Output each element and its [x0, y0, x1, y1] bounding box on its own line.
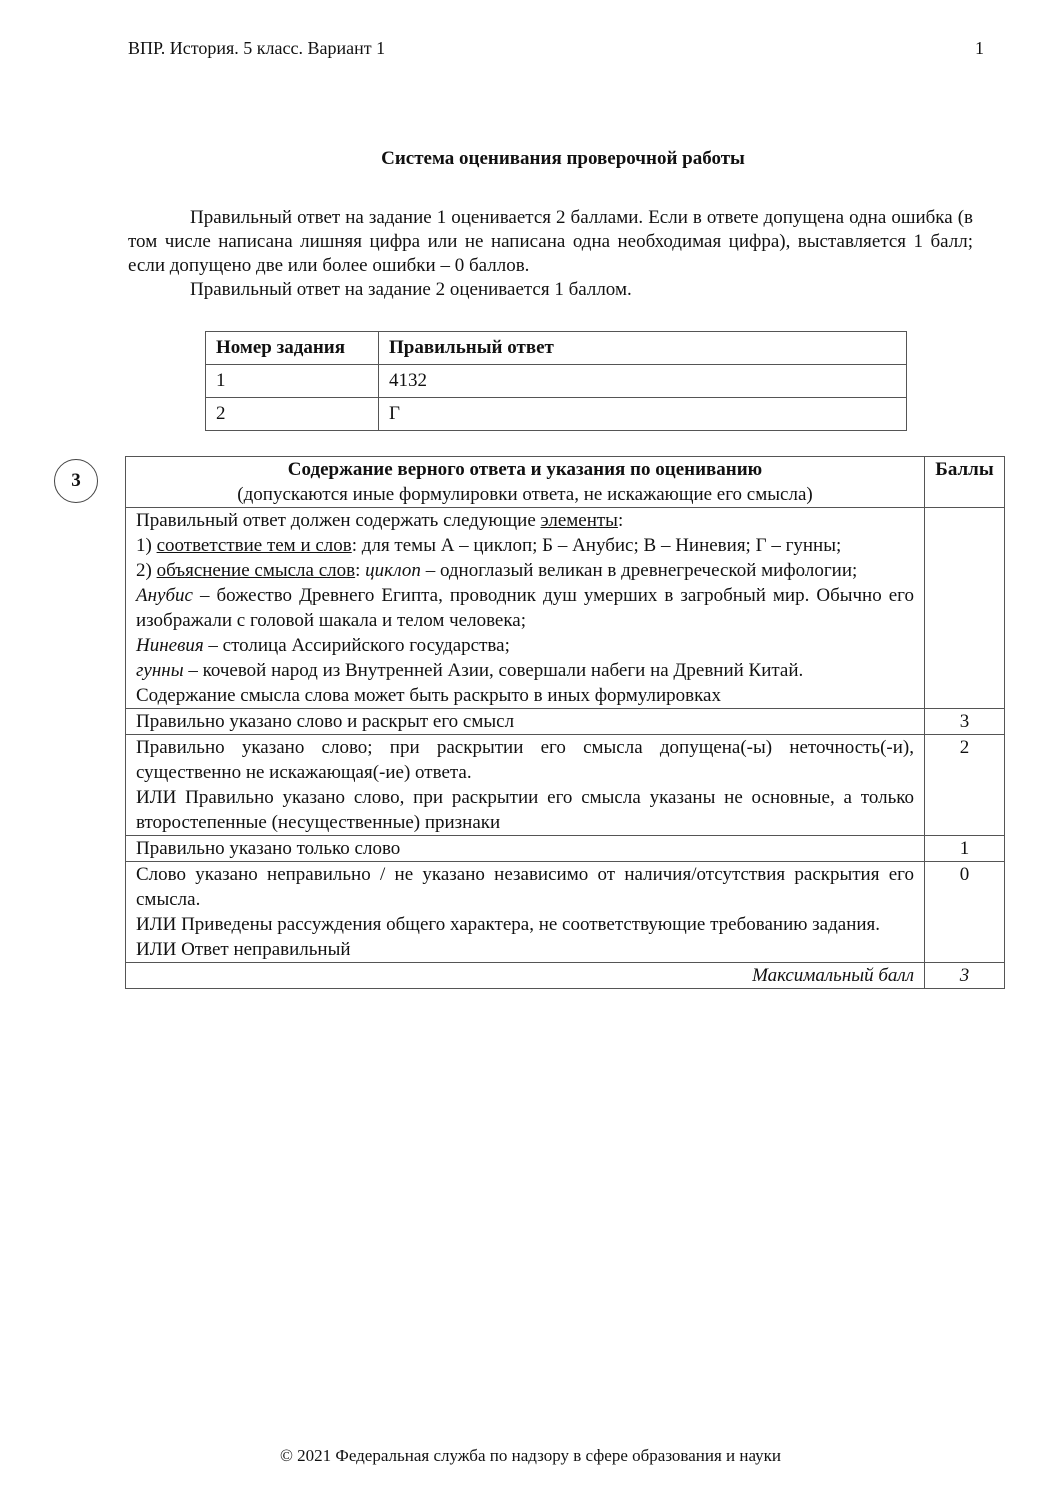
- content-item-1: [136, 533, 914, 558]
- max-score-label: Максимальный балл: [126, 963, 925, 989]
- criterion-line: Слово указано неправильно / не указано независимо от наличия/отсутствия раскрытия его смысла.: [136, 864, 914, 910]
- criterion-row: [126, 836, 1005, 862]
- table-row: [206, 398, 907, 431]
- criterion-line: ИЛИ Правильно указано слово, при раскрытии его смысла указаны не основные, а только второстепенные (несущественные) признаки: [136, 787, 914, 833]
- content-item-2: [136, 558, 914, 583]
- item-heading: объяснение смысла слов: [156, 560, 356, 581]
- criteria-table: [125, 456, 1005, 989]
- criterion-row: [126, 709, 1005, 735]
- item-number: 2): [136, 560, 157, 581]
- header-task-number: Номер задания: [206, 332, 379, 365]
- answer-cell: Г: [379, 398, 907, 431]
- page-title: Система оценивания проверочной работы: [381, 148, 745, 169]
- content-note: Содержание смысла слова может быть раскрыто в иных формулировках: [136, 685, 721, 706]
- term-definition: – кочевой народ из Внутренней Азии, совершали набеги на Древний Китай.: [183, 660, 804, 681]
- answer-cell: 4132: [379, 365, 907, 398]
- content-intro-underlined: элементы: [540, 510, 618, 531]
- criterion-score: 1: [925, 836, 1005, 862]
- term-nineveh: Ниневия: [136, 635, 204, 656]
- term-definition: – одноглазый великан в древнегреческой мифологии;: [420, 560, 858, 581]
- content-term-anubis: [136, 583, 914, 633]
- criterion-line: Правильно указано слово; при раскрытии его смысла допущена(-ы) неточность(-и), существенно не искажающая(-ие) ответа.: [136, 737, 914, 783]
- criterion-line: ИЛИ Приведены рассуждения общего характера, не соответствующие требованию задания.: [136, 914, 881, 935]
- task-number-badge: 3: [54, 459, 98, 503]
- criterion-line: Правильно указано только слово: [136, 838, 401, 859]
- page-number: 1: [975, 38, 984, 58]
- table-row: [206, 365, 907, 398]
- content-term-huns: [136, 658, 914, 683]
- running-header: ВПР. История. 5 класс. Вариант 1: [128, 38, 386, 58]
- content-term-nineveh: [136, 633, 914, 658]
- criterion-text: [126, 735, 925, 836]
- criteria-header-score: Баллы: [925, 457, 1005, 508]
- term-huns: гунны: [136, 660, 184, 681]
- item-text: : для темы А – циклоп; Б – Анубис; В – Ниневия; Г – гунны;: [351, 535, 842, 556]
- answers-table: [205, 331, 907, 431]
- criterion-line: ИЛИ Ответ неправильный: [136, 939, 351, 960]
- criterion-score: 3: [925, 709, 1005, 735]
- criterion-text: [126, 862, 925, 963]
- content-intro: [136, 508, 914, 533]
- term-definition: – божество Древнего Египта, проводник душ умерших в загробный мир. Обычно его изображали с головой шакала и телом человека;: [136, 585, 914, 631]
- intro-paragraph-2: Правильный ответ на задание 2 оценивается 1 баллом.: [190, 279, 632, 300]
- criteria-header-subtitle: (допускаются иные формулировки ответа, не искажающие его смысла): [237, 484, 813, 505]
- max-score-value: 3: [925, 963, 1005, 989]
- criterion-text: [126, 836, 925, 862]
- task-number-cell: 2: [206, 398, 379, 431]
- answer-content-row: [126, 508, 1005, 709]
- criterion-score: 2: [925, 735, 1005, 836]
- task-number-cell: 1: [206, 365, 379, 398]
- term-cyclops: циклоп: [365, 560, 421, 581]
- item-heading: соответствие тем и слов: [156, 535, 352, 556]
- answer-content-cell: [126, 508, 925, 709]
- answer-content-score-empty: [925, 508, 1005, 709]
- term-anubis: Анубис: [136, 585, 193, 606]
- content-intro-suffix: :: [617, 510, 624, 531]
- item-number: 1): [136, 535, 157, 556]
- term-definition: – столица Ассирийского государства;: [203, 635, 510, 656]
- criterion-line: Правильно указано слово и раскрыт его смысл: [136, 711, 515, 732]
- copyright-footer: © 2021 Федеральная служба по надзору в сфере образования и науки: [279, 1446, 782, 1465]
- max-score-row: [126, 963, 1005, 989]
- criterion-row: [126, 862, 1005, 963]
- criterion-text: [126, 709, 925, 735]
- criteria-header-title: Содержание верного ответа и указания по оцениванию: [287, 459, 763, 480]
- criterion-score: 0: [925, 862, 1005, 963]
- content-intro-text: Правильный ответ должен содержать следующие: [136, 510, 541, 531]
- criteria-header-content: [126, 457, 925, 508]
- criterion-row: [126, 735, 1005, 836]
- header-correct-answer: Правильный ответ: [379, 332, 907, 365]
- criteria-header-row: [126, 457, 1005, 508]
- intro-paragraph-1: Правильный ответ на задание 1 оценивается 2 баллами. Если в ответе допущена одна ошибка (в том числе написана лишняя цифра или не написана одна необходимая цифра), выставляется 1 балл; если допущено две или более ошибки – 0 баллов.: [128, 207, 973, 276]
- intro-text: [128, 206, 973, 302]
- answers-header-row: [206, 332, 907, 365]
- item-colon: :: [355, 560, 366, 581]
